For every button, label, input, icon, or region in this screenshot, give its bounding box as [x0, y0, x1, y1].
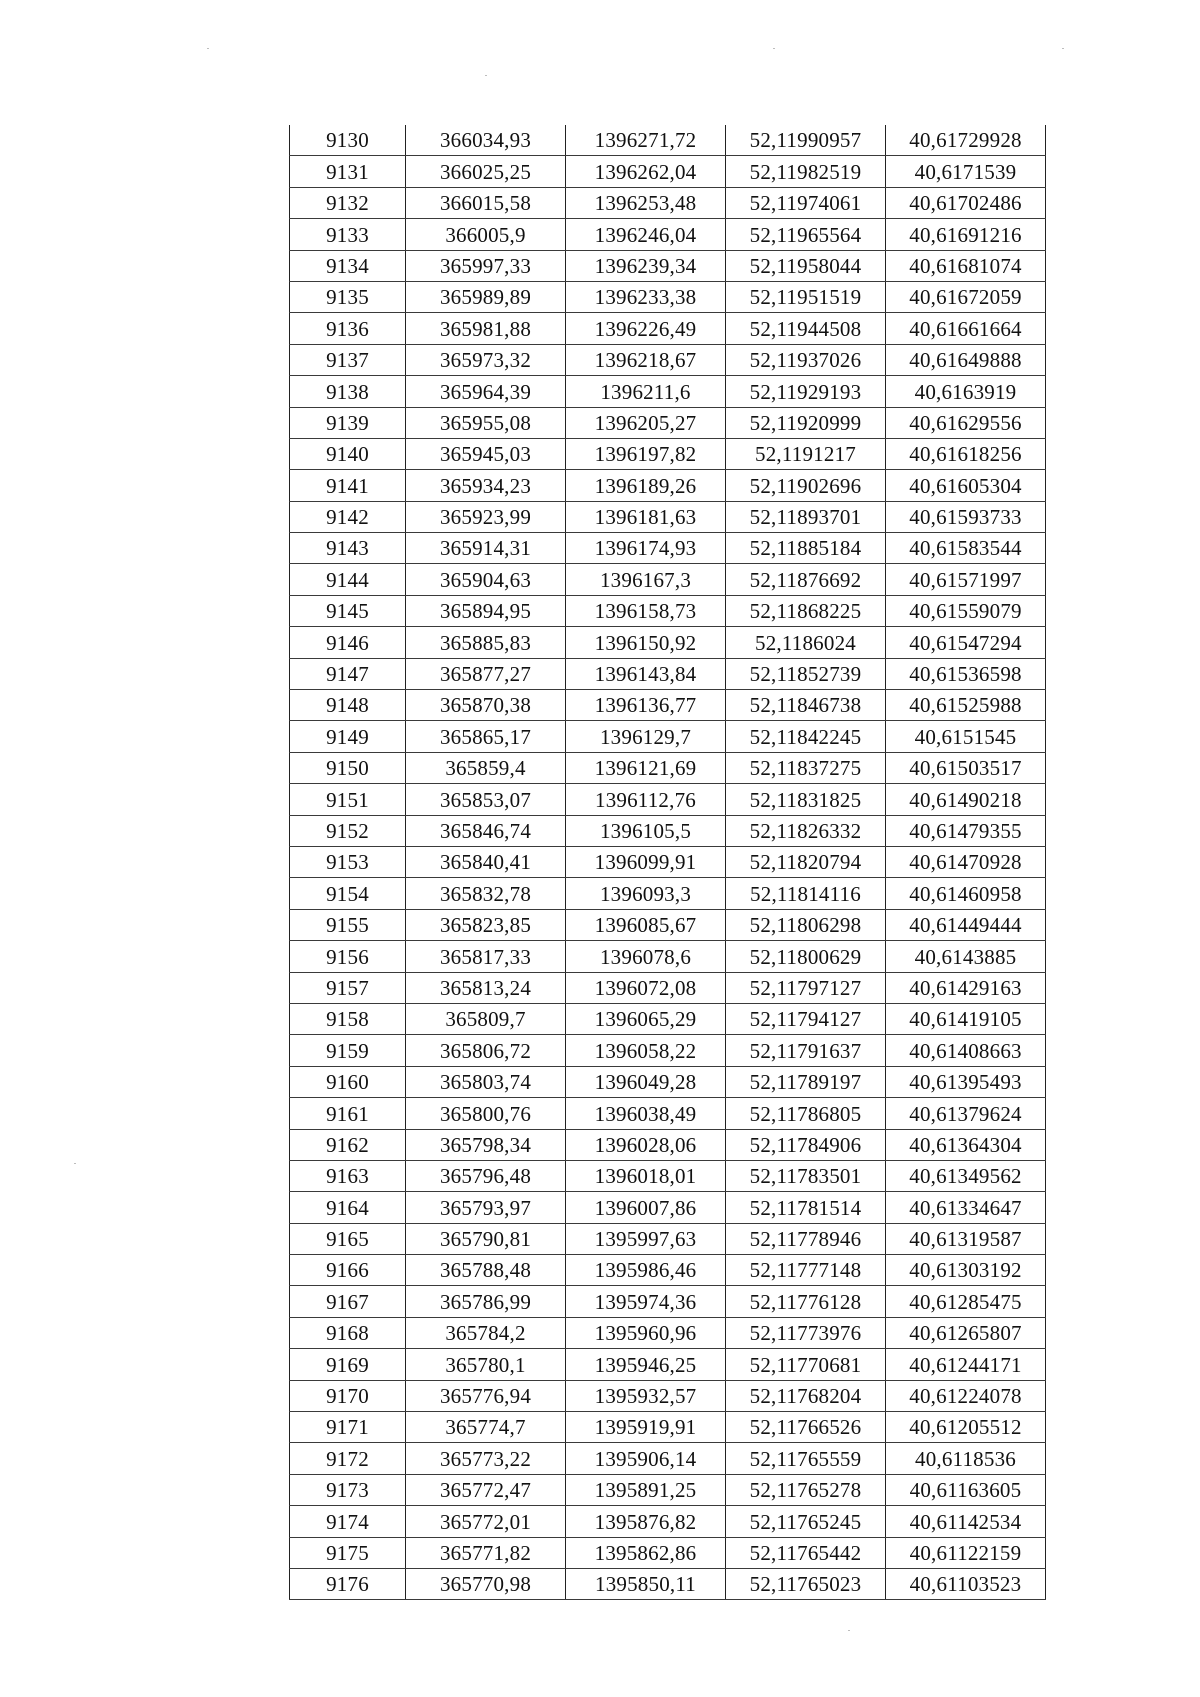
table-row [290, 1192, 1046, 1223]
latitude-cell: 52,11765442 [726, 1537, 886, 1568]
y-coordinate-cell: 1396072,08 [566, 972, 726, 1003]
y-coordinate-cell: 1396058,22 [566, 1035, 726, 1066]
point-number-cell: 9165 [290, 1223, 406, 1254]
x-coordinate-cell: 365894,95 [406, 595, 566, 626]
longitude-cell: 40,61479355 [886, 815, 1046, 846]
longitude-cell: 40,61672059 [886, 281, 1046, 312]
table-row [290, 1255, 1046, 1286]
longitude-cell: 40,6151545 [886, 721, 1046, 752]
table-row [290, 1035, 1046, 1066]
x-coordinate-cell: 365793,97 [406, 1192, 566, 1223]
x-coordinate-cell: 365904,63 [406, 564, 566, 595]
y-coordinate-cell: 1396085,67 [566, 909, 726, 940]
longitude-cell: 40,61547294 [886, 627, 1046, 658]
point-number-cell: 9151 [290, 784, 406, 815]
latitude-cell: 52,11852739 [726, 658, 886, 689]
scan-speck [485, 75, 487, 76]
table-row [290, 376, 1046, 407]
point-number-cell: 9148 [290, 690, 406, 721]
longitude-cell: 40,61285475 [886, 1286, 1046, 1317]
table-row [290, 815, 1046, 846]
latitude-cell: 52,11814116 [726, 878, 886, 909]
table-row [290, 1160, 1046, 1191]
longitude-cell: 40,61303192 [886, 1255, 1046, 1286]
table-row [290, 1537, 1046, 1568]
table-row [290, 1129, 1046, 1160]
y-coordinate-cell: 1396038,49 [566, 1098, 726, 1129]
longitude-cell: 40,61559079 [886, 595, 1046, 626]
table-row [290, 1003, 1046, 1034]
latitude-cell: 52,11820794 [726, 846, 886, 877]
table-row [290, 690, 1046, 721]
longitude-cell: 40,61163605 [886, 1474, 1046, 1505]
point-number-cell: 9143 [290, 533, 406, 564]
point-number-cell: 9163 [290, 1160, 406, 1191]
latitude-cell: 52,1186024 [726, 627, 886, 658]
x-coordinate-cell: 365964,39 [406, 376, 566, 407]
point-number-cell: 9167 [290, 1286, 406, 1317]
latitude-cell: 52,11982519 [726, 156, 886, 187]
longitude-cell: 40,61395493 [886, 1066, 1046, 1097]
longitude-cell: 40,61583544 [886, 533, 1046, 564]
latitude-cell: 52,11781514 [726, 1192, 886, 1223]
longitude-cell: 40,61244171 [886, 1349, 1046, 1380]
table-row [290, 344, 1046, 375]
y-coordinate-cell: 1396049,28 [566, 1066, 726, 1097]
y-coordinate-cell: 1396218,67 [566, 344, 726, 375]
table-row [290, 156, 1046, 187]
point-number-cell: 9155 [290, 909, 406, 940]
longitude-cell: 40,6143885 [886, 941, 1046, 972]
longitude-cell: 40,61571997 [886, 564, 1046, 595]
latitude-cell: 52,11777148 [726, 1255, 886, 1286]
point-number-cell: 9160 [290, 1066, 406, 1097]
x-coordinate-cell: 365859,4 [406, 752, 566, 783]
latitude-cell: 52,11990957 [726, 125, 886, 156]
point-number-cell: 9166 [290, 1255, 406, 1286]
latitude-cell: 52,11784906 [726, 1129, 886, 1160]
table-row [290, 1443, 1046, 1474]
x-coordinate-cell: 365776,94 [406, 1380, 566, 1411]
latitude-cell: 52,11765245 [726, 1506, 886, 1537]
x-coordinate-cell: 365774,7 [406, 1412, 566, 1443]
y-coordinate-cell: 1396018,01 [566, 1160, 726, 1191]
point-number-cell: 9174 [290, 1506, 406, 1537]
longitude-cell: 40,61122159 [886, 1537, 1046, 1568]
y-coordinate-cell: 1396158,73 [566, 595, 726, 626]
latitude-cell: 52,11773976 [726, 1317, 886, 1348]
longitude-cell: 40,61649888 [886, 344, 1046, 375]
table-row [290, 1286, 1046, 1317]
table-row [290, 125, 1046, 156]
y-coordinate-cell: 1396174,93 [566, 533, 726, 564]
table-row [290, 564, 1046, 595]
table-row [290, 187, 1046, 218]
y-coordinate-cell: 1395960,96 [566, 1317, 726, 1348]
x-coordinate-cell: 365981,88 [406, 313, 566, 344]
point-number-cell: 9130 [290, 125, 406, 156]
longitude-cell: 40,61490218 [886, 784, 1046, 815]
point-number-cell: 9168 [290, 1317, 406, 1348]
point-number-cell: 9154 [290, 878, 406, 909]
longitude-cell: 40,61536598 [886, 658, 1046, 689]
point-number-cell: 9149 [290, 721, 406, 752]
y-coordinate-cell: 1396099,91 [566, 846, 726, 877]
x-coordinate-cell: 365877,27 [406, 658, 566, 689]
x-coordinate-cell: 365813,24 [406, 972, 566, 1003]
latitude-cell: 52,11776128 [726, 1286, 886, 1317]
longitude-cell: 40,61205512 [886, 1412, 1046, 1443]
y-coordinate-cell: 1396065,29 [566, 1003, 726, 1034]
x-coordinate-cell: 365771,82 [406, 1537, 566, 1568]
x-coordinate-cell: 365853,07 [406, 784, 566, 815]
x-coordinate-cell: 365973,32 [406, 344, 566, 375]
point-number-cell: 9173 [290, 1474, 406, 1505]
table-row [290, 721, 1046, 752]
x-coordinate-cell: 366025,25 [406, 156, 566, 187]
y-coordinate-cell: 1396211,6 [566, 376, 726, 407]
y-coordinate-cell: 1396093,3 [566, 878, 726, 909]
point-number-cell: 9139 [290, 407, 406, 438]
y-coordinate-cell: 1396150,92 [566, 627, 726, 658]
x-coordinate-cell: 365870,38 [406, 690, 566, 721]
scan-speck [773, 48, 775, 49]
table-row [290, 1568, 1046, 1599]
latitude-cell: 52,11765023 [726, 1568, 886, 1599]
point-number-cell: 9145 [290, 595, 406, 626]
x-coordinate-cell: 365832,78 [406, 878, 566, 909]
y-coordinate-cell: 1396167,3 [566, 564, 726, 595]
y-coordinate-cell: 1396028,06 [566, 1129, 726, 1160]
longitude-cell: 40,61364304 [886, 1129, 1046, 1160]
x-coordinate-cell: 365823,85 [406, 909, 566, 940]
x-coordinate-cell: 365885,83 [406, 627, 566, 658]
y-coordinate-cell: 1395891,25 [566, 1474, 726, 1505]
latitude-cell: 52,11778946 [726, 1223, 886, 1254]
y-coordinate-cell: 1395997,63 [566, 1223, 726, 1254]
longitude-cell: 40,61593733 [886, 501, 1046, 532]
y-coordinate-cell: 1395906,14 [566, 1443, 726, 1474]
latitude-cell: 52,11846738 [726, 690, 886, 721]
longitude-cell: 40,61419105 [886, 1003, 1046, 1034]
point-number-cell: 9150 [290, 752, 406, 783]
scan-speck [848, 1630, 850, 1631]
longitude-cell: 40,61408663 [886, 1035, 1046, 1066]
x-coordinate-cell: 366005,9 [406, 219, 566, 250]
point-number-cell: 9169 [290, 1349, 406, 1380]
longitude-cell: 40,61460958 [886, 878, 1046, 909]
table-row [290, 1098, 1046, 1129]
y-coordinate-cell: 1396007,86 [566, 1192, 726, 1223]
latitude-cell: 52,11791637 [726, 1035, 886, 1066]
x-coordinate-cell: 365796,48 [406, 1160, 566, 1191]
longitude-cell: 40,61525988 [886, 690, 1046, 721]
longitude-cell: 40,6171539 [886, 156, 1046, 187]
table-row [290, 1380, 1046, 1411]
longitude-cell: 40,61265807 [886, 1317, 1046, 1348]
point-number-cell: 9137 [290, 344, 406, 375]
point-number-cell: 9138 [290, 376, 406, 407]
x-coordinate-cell: 365786,99 [406, 1286, 566, 1317]
scan-speck [207, 48, 209, 49]
table-row [290, 1474, 1046, 1505]
table-row [290, 941, 1046, 972]
latitude-cell: 52,11893701 [726, 501, 886, 532]
longitude-cell: 40,61629556 [886, 407, 1046, 438]
x-coordinate-cell: 365817,33 [406, 941, 566, 972]
point-number-cell: 9175 [290, 1537, 406, 1568]
y-coordinate-cell: 1395932,57 [566, 1380, 726, 1411]
latitude-cell: 52,11806298 [726, 909, 886, 940]
x-coordinate-cell: 366015,58 [406, 187, 566, 218]
latitude-cell: 52,11951519 [726, 281, 886, 312]
latitude-cell: 52,11902696 [726, 470, 886, 501]
latitude-cell: 52,1191217 [726, 438, 886, 469]
table-row [290, 1066, 1046, 1097]
point-number-cell: 9147 [290, 658, 406, 689]
table-row [290, 1412, 1046, 1443]
table-row [290, 219, 1046, 250]
table-row [290, 281, 1046, 312]
y-coordinate-cell: 1395862,86 [566, 1537, 726, 1568]
y-coordinate-cell: 1395986,46 [566, 1255, 726, 1286]
point-number-cell: 9132 [290, 187, 406, 218]
latitude-cell: 52,11768204 [726, 1380, 886, 1411]
latitude-cell: 52,11842245 [726, 721, 886, 752]
longitude-cell: 40,61691216 [886, 219, 1046, 250]
longitude-cell: 40,61103523 [886, 1568, 1046, 1599]
latitude-cell: 52,11974061 [726, 187, 886, 218]
y-coordinate-cell: 1396262,04 [566, 156, 726, 187]
point-number-cell: 9134 [290, 250, 406, 281]
table-row [290, 972, 1046, 1003]
x-coordinate-cell: 365790,81 [406, 1223, 566, 1254]
point-number-cell: 9141 [290, 470, 406, 501]
point-number-cell: 9146 [290, 627, 406, 658]
x-coordinate-cell: 365934,23 [406, 470, 566, 501]
x-coordinate-cell: 365945,03 [406, 438, 566, 469]
longitude-cell: 40,61449444 [886, 909, 1046, 940]
x-coordinate-cell: 365803,74 [406, 1066, 566, 1097]
point-number-cell: 9164 [290, 1192, 406, 1223]
y-coordinate-cell: 1396253,48 [566, 187, 726, 218]
scan-speck [74, 1163, 76, 1164]
latitude-cell: 52,11837275 [726, 752, 886, 783]
x-coordinate-cell: 365772,01 [406, 1506, 566, 1537]
x-coordinate-cell: 365773,22 [406, 1443, 566, 1474]
point-number-cell: 9153 [290, 846, 406, 877]
longitude-cell: 40,61224078 [886, 1380, 1046, 1411]
latitude-cell: 52,11794127 [726, 1003, 886, 1034]
point-number-cell: 9133 [290, 219, 406, 250]
x-coordinate-cell: 365800,76 [406, 1098, 566, 1129]
point-number-cell: 9152 [290, 815, 406, 846]
x-coordinate-cell: 365955,08 [406, 407, 566, 438]
point-number-cell: 9161 [290, 1098, 406, 1129]
latitude-cell: 52,11826332 [726, 815, 886, 846]
point-number-cell: 9162 [290, 1129, 406, 1160]
y-coordinate-cell: 1396197,82 [566, 438, 726, 469]
point-number-cell: 9157 [290, 972, 406, 1003]
x-coordinate-cell: 365784,2 [406, 1317, 566, 1348]
point-number-cell: 9135 [290, 281, 406, 312]
table-row [290, 313, 1046, 344]
y-coordinate-cell: 1396189,26 [566, 470, 726, 501]
point-number-cell: 9159 [290, 1035, 406, 1066]
x-coordinate-cell: 365989,89 [406, 281, 566, 312]
latitude-cell: 52,11868225 [726, 595, 886, 626]
y-coordinate-cell: 1396233,38 [566, 281, 726, 312]
table-row [290, 658, 1046, 689]
longitude-cell: 40,61470928 [886, 846, 1046, 877]
latitude-cell: 52,11783501 [726, 1160, 886, 1191]
y-coordinate-cell: 1396121,69 [566, 752, 726, 783]
x-coordinate-cell: 365770,98 [406, 1568, 566, 1599]
point-number-cell: 9170 [290, 1380, 406, 1411]
latitude-cell: 52,11786805 [726, 1098, 886, 1129]
longitude-cell: 40,61681074 [886, 250, 1046, 281]
longitude-cell: 40,61618256 [886, 438, 1046, 469]
latitude-cell: 52,11765559 [726, 1443, 886, 1474]
y-coordinate-cell: 1396078,6 [566, 941, 726, 972]
longitude-cell: 40,61702486 [886, 187, 1046, 218]
table-row [290, 1317, 1046, 1348]
latitude-cell: 52,11885184 [726, 533, 886, 564]
table-row [290, 501, 1046, 532]
y-coordinate-cell: 1395946,25 [566, 1349, 726, 1380]
x-coordinate-cell: 366034,93 [406, 125, 566, 156]
point-number-cell: 9140 [290, 438, 406, 469]
x-coordinate-cell: 365806,72 [406, 1035, 566, 1066]
latitude-cell: 52,11789197 [726, 1066, 886, 1097]
y-coordinate-cell: 1396246,04 [566, 219, 726, 250]
longitude-cell: 40,61349562 [886, 1160, 1046, 1191]
latitude-cell: 52,11797127 [726, 972, 886, 1003]
x-coordinate-cell: 365997,33 [406, 250, 566, 281]
latitude-cell: 52,11766526 [726, 1412, 886, 1443]
y-coordinate-cell: 1396129,7 [566, 721, 726, 752]
latitude-cell: 52,11876692 [726, 564, 886, 595]
point-number-cell: 9136 [290, 313, 406, 344]
y-coordinate-cell: 1396181,63 [566, 501, 726, 532]
y-coordinate-cell: 1395876,82 [566, 1506, 726, 1537]
x-coordinate-cell: 365840,41 [406, 846, 566, 877]
table-row [290, 752, 1046, 783]
table-row [290, 595, 1046, 626]
coordinates-table [289, 125, 1046, 1600]
x-coordinate-cell: 365780,1 [406, 1349, 566, 1380]
point-number-cell: 9172 [290, 1443, 406, 1474]
scan-speck [1062, 48, 1064, 49]
y-coordinate-cell: 1396143,84 [566, 658, 726, 689]
y-coordinate-cell: 1396105,5 [566, 815, 726, 846]
latitude-cell: 52,11920999 [726, 407, 886, 438]
longitude-cell: 40,61142534 [886, 1506, 1046, 1537]
latitude-cell: 52,11937026 [726, 344, 886, 375]
x-coordinate-cell: 365923,99 [406, 501, 566, 532]
x-coordinate-cell: 365798,34 [406, 1129, 566, 1160]
point-number-cell: 9144 [290, 564, 406, 595]
table-row [290, 438, 1046, 469]
x-coordinate-cell: 365788,48 [406, 1255, 566, 1286]
longitude-cell: 40,61429163 [886, 972, 1046, 1003]
x-coordinate-cell: 365772,47 [406, 1474, 566, 1505]
longitude-cell: 40,61605304 [886, 470, 1046, 501]
coordinates-table-body [290, 125, 1046, 1600]
y-coordinate-cell: 1396205,27 [566, 407, 726, 438]
longitude-cell: 40,61379624 [886, 1098, 1046, 1129]
table-row [290, 533, 1046, 564]
table-row [290, 846, 1046, 877]
table-row [290, 1506, 1046, 1537]
longitude-cell: 40,61503517 [886, 752, 1046, 783]
latitude-cell: 52,11765278 [726, 1474, 886, 1505]
table-row [290, 407, 1046, 438]
latitude-cell: 52,11831825 [726, 784, 886, 815]
table-row [290, 1349, 1046, 1380]
point-number-cell: 9176 [290, 1568, 406, 1599]
x-coordinate-cell: 365914,31 [406, 533, 566, 564]
y-coordinate-cell: 1395850,11 [566, 1568, 726, 1599]
longitude-cell: 40,61319587 [886, 1223, 1046, 1254]
y-coordinate-cell: 1396112,76 [566, 784, 726, 815]
longitude-cell: 40,61334647 [886, 1192, 1046, 1223]
y-coordinate-cell: 1396271,72 [566, 125, 726, 156]
point-number-cell: 9131 [290, 156, 406, 187]
latitude-cell: 52,11800629 [726, 941, 886, 972]
y-coordinate-cell: 1396239,34 [566, 250, 726, 281]
y-coordinate-cell: 1395974,36 [566, 1286, 726, 1317]
point-number-cell: 9142 [290, 501, 406, 532]
longitude-cell: 40,6118536 [886, 1443, 1046, 1474]
y-coordinate-cell: 1396226,49 [566, 313, 726, 344]
x-coordinate-cell: 365846,74 [406, 815, 566, 846]
table-row [290, 627, 1046, 658]
table-row [290, 1223, 1046, 1254]
x-coordinate-cell: 365809,7 [406, 1003, 566, 1034]
point-number-cell: 9156 [290, 941, 406, 972]
latitude-cell: 52,11929193 [726, 376, 886, 407]
table-row [290, 470, 1046, 501]
point-number-cell: 9171 [290, 1412, 406, 1443]
longitude-cell: 40,61661664 [886, 313, 1046, 344]
table-row [290, 909, 1046, 940]
point-number-cell: 9158 [290, 1003, 406, 1034]
latitude-cell: 52,11770681 [726, 1349, 886, 1380]
x-coordinate-cell: 365865,17 [406, 721, 566, 752]
y-coordinate-cell: 1395919,91 [566, 1412, 726, 1443]
table-row [290, 878, 1046, 909]
latitude-cell: 52,11958044 [726, 250, 886, 281]
latitude-cell: 52,11965564 [726, 219, 886, 250]
latitude-cell: 52,11944508 [726, 313, 886, 344]
y-coordinate-cell: 1396136,77 [566, 690, 726, 721]
longitude-cell: 40,61729928 [886, 125, 1046, 156]
table-row [290, 250, 1046, 281]
longitude-cell: 40,6163919 [886, 376, 1046, 407]
table-row [290, 784, 1046, 815]
